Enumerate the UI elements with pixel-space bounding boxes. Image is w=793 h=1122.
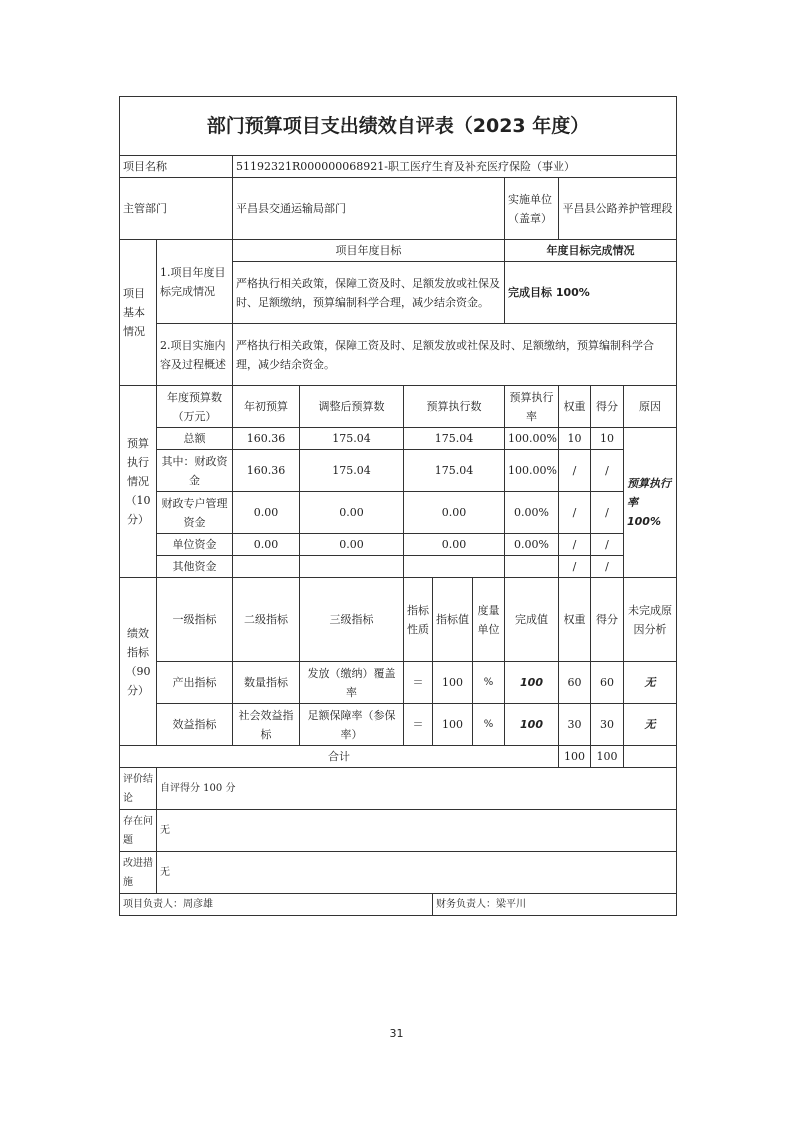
budget-initial: 0.00 (233, 492, 300, 534)
budget-weight: / (559, 492, 591, 534)
basic-info-label: 项目基本情况 (120, 240, 157, 386)
budget-adjusted: 175.04 (300, 428, 404, 450)
budget-row-name: 其他资金 (157, 556, 233, 578)
budget-row-name: 总额 (157, 428, 233, 450)
budget-header: 原因 (624, 386, 677, 428)
perf-header: 二级指标 (233, 578, 300, 662)
budget-rate: 0.00% (505, 492, 559, 534)
impl-unit-label: 实施单位（盖章） (505, 178, 559, 240)
perf-score: 60 (591, 662, 624, 704)
budget-weight: 10 (559, 428, 591, 450)
budget-score: / (591, 450, 624, 492)
perf-l3: 足额保障率（参保率） (300, 704, 404, 746)
total-score: 100 (591, 746, 624, 768)
budget-adjusted (300, 556, 404, 578)
performance-label: 绩效指标（90分） (120, 578, 157, 746)
evaluation-form (119, 96, 676, 916)
budget-initial (233, 556, 300, 578)
budget-weight: / (559, 534, 591, 556)
budget-score: 10 (591, 428, 624, 450)
perf-l2: 数量指标 (233, 662, 300, 704)
budget-executed: 175.04 (404, 428, 505, 450)
perf-nature: ＝ (404, 662, 433, 704)
perf-weight: 60 (559, 662, 591, 704)
budget-score: / (591, 556, 624, 578)
budget-score: / (591, 492, 624, 534)
budget-reason: 预算执行率 100% (624, 428, 677, 578)
budget-rate: 100.00% (505, 428, 559, 450)
budget-header: 得分 (591, 386, 624, 428)
project-name-label: 项目名称 (120, 156, 233, 178)
total-reason (624, 746, 677, 768)
finance-lead: 财务负责人：梁平川 (433, 894, 677, 916)
conclusion-value: 自评得分 100 分 (157, 768, 677, 810)
budget-label: 预算执行情况（10分） (120, 386, 157, 578)
perf-header: 度量单位 (473, 578, 505, 662)
page-number: 31 (389, 1027, 404, 1040)
perf-unit: % (473, 704, 505, 746)
completion-text: 完成目标 100% (505, 262, 677, 324)
goal-label: 1.项目年度目标完成情况 (157, 240, 233, 324)
perf-row (120, 704, 677, 746)
budget-row (120, 534, 677, 556)
problems-value: 无 (157, 810, 677, 852)
perf-unit: % (473, 662, 505, 704)
budget-row-name: 单位资金 (157, 534, 233, 556)
perf-score: 30 (591, 704, 624, 746)
self-evaluation-table (119, 96, 677, 916)
conclusion-label: 评价结论 (120, 768, 157, 810)
budget-header: 年度预算数（万元） (157, 386, 233, 428)
perf-l1: 产出指标 (157, 662, 233, 704)
budget-rate: 0.00% (505, 534, 559, 556)
budget-row-name: 财政专户管理资金 (157, 492, 233, 534)
perf-done: 100 (505, 704, 559, 746)
goal-text: 严格执行相关政策，保障工资及时、足额发放或社保及时、足额缴纳，预算编制科学合理，减少结余资金。 (233, 262, 505, 324)
budget-adjusted: 0.00 (300, 534, 404, 556)
perf-header: 完成值 (505, 578, 559, 662)
budget-header: 调整后预算数 (300, 386, 404, 428)
budget-row (120, 492, 677, 534)
completion-header: 年度目标完成情况 (505, 240, 677, 262)
impl-unit-value: 平昌县公路养护管理段 (559, 178, 677, 240)
budget-row-name: 其中：财政资金 (157, 450, 233, 492)
impl-text: 严格执行相关政策，保障工资及时、足额发放或社保及时、足额缴纳，预算编制科学合理，减少结余资金。 (233, 324, 677, 386)
perf-header: 指标值 (433, 578, 473, 662)
perf-l1: 效益指标 (157, 704, 233, 746)
budget-adjusted: 0.00 (300, 492, 404, 534)
perf-header: 得分 (591, 578, 624, 662)
form-title: 部门预算项目支出绩效自评表（2023 年度） (120, 97, 677, 156)
budget-adjusted: 175.04 (300, 450, 404, 492)
improvements-value: 无 (157, 852, 677, 894)
budget-initial: 160.36 (233, 450, 300, 492)
budget-initial: 160.36 (233, 428, 300, 450)
department-label: 主管部门 (120, 178, 233, 240)
budget-rate: 100.00% (505, 450, 559, 492)
budget-header: 权重 (559, 386, 591, 428)
total-label: 合计 (120, 746, 559, 768)
perf-header: 未完成原因分析 (624, 578, 677, 662)
budget-rate (505, 556, 559, 578)
perf-value: 100 (433, 704, 473, 746)
budget-row (120, 556, 677, 578)
project-lead: 项目负责人：周彦雄 (120, 894, 433, 916)
budget-score: / (591, 534, 624, 556)
problems-label: 存在问题 (120, 810, 157, 852)
perf-value: 100 (433, 662, 473, 704)
budget-header: 预算执行数 (404, 386, 505, 428)
budget-executed (404, 556, 505, 578)
perf-row (120, 662, 677, 704)
improvements-label: 改进措施 (120, 852, 157, 894)
budget-executed: 0.00 (404, 492, 505, 534)
budget-executed: 0.00 (404, 534, 505, 556)
perf-header: 权重 (559, 578, 591, 662)
project-name-value: 51192321R000000068921-职工医疗生育及补充医疗保险（事业） (233, 156, 677, 178)
budget-header: 预算执行率 (505, 386, 559, 428)
budget-executed: 175.04 (404, 450, 505, 492)
budget-header: 年初预算 (233, 386, 300, 428)
total-weight: 100 (559, 746, 591, 768)
budget-weight: / (559, 556, 591, 578)
perf-header: 一级指标 (157, 578, 233, 662)
budget-initial: 0.00 (233, 534, 300, 556)
budget-row (120, 450, 677, 492)
impl-label: 2.项目实施内容及过程概述 (157, 324, 233, 386)
budget-weight: / (559, 450, 591, 492)
perf-header: 指标性质 (404, 578, 433, 662)
budget-row (120, 428, 677, 450)
perf-nature: ＝ (404, 704, 433, 746)
perf-done: 100 (505, 662, 559, 704)
goal-header: 项目年度目标 (233, 240, 505, 262)
perf-reason: 无 (624, 662, 677, 704)
perf-reason: 无 (624, 704, 677, 746)
perf-l2: 社会效益指标 (233, 704, 300, 746)
perf-l3: 发放（缴纳）覆盖率 (300, 662, 404, 704)
perf-header: 三级指标 (300, 578, 404, 662)
department-value: 平昌县交通运输局部门 (233, 178, 505, 240)
perf-weight: 30 (559, 704, 591, 746)
